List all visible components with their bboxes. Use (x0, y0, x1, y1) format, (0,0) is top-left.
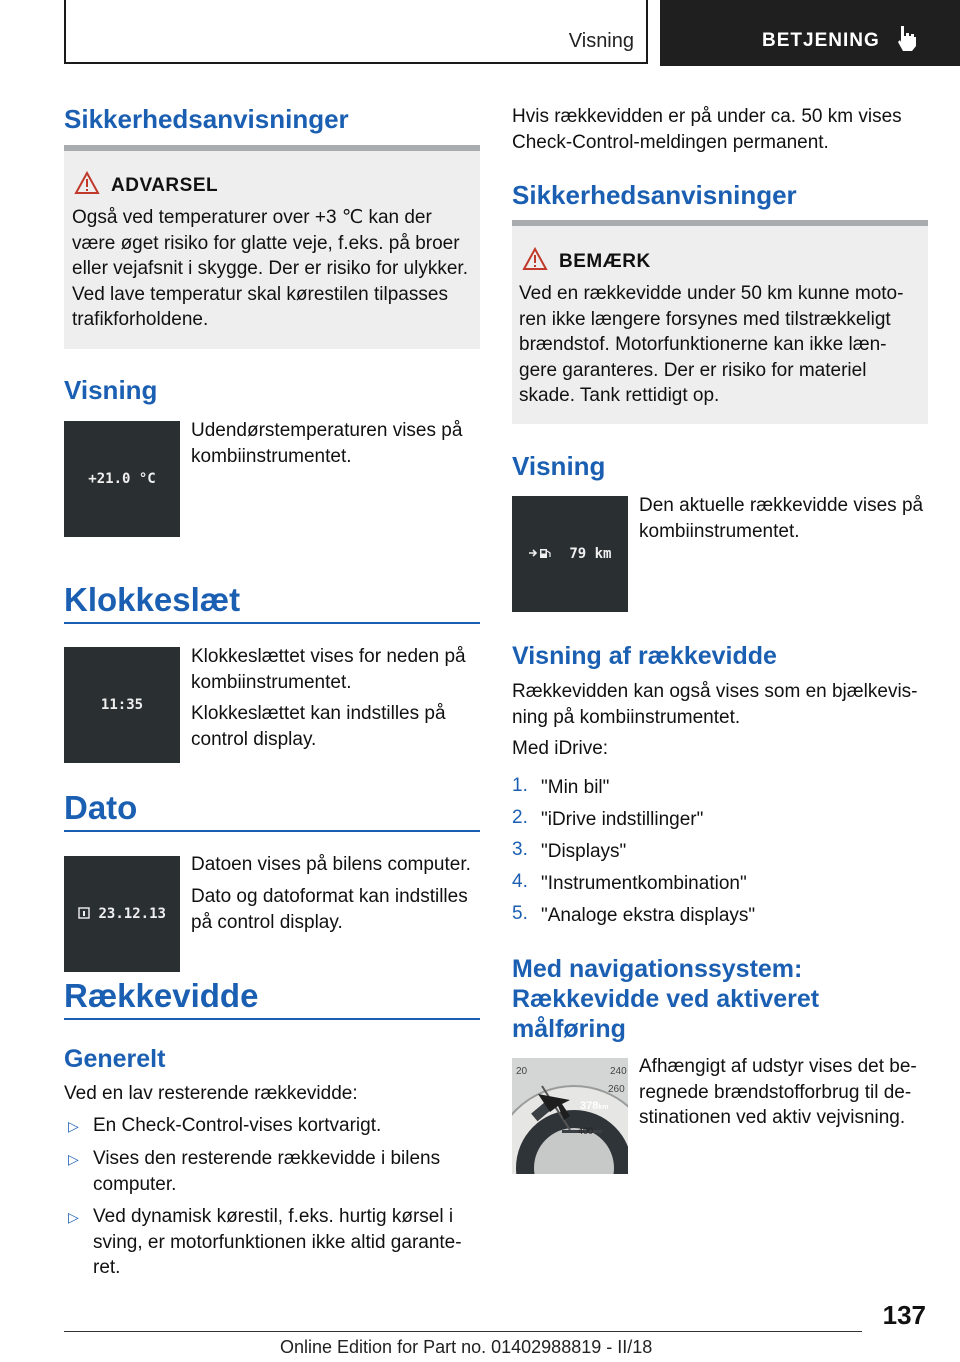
date-heading: Dato (64, 789, 138, 826)
calendar-icon (78, 907, 90, 919)
header-frame (64, 0, 648, 64)
bullet-triangle-icon: ▷ (68, 1118, 79, 1134)
range-display-image: 79 km (512, 496, 628, 612)
clock-display-image: 11:35 (64, 647, 180, 763)
list-item: Vises den resterende rækkevidde i bilens computer. (93, 1148, 441, 1195)
bullet-triangle-icon: ▷ (68, 1151, 79, 1167)
clock-text-2: Klokkeslættet kan indstilles på control display. (191, 703, 446, 750)
step-label: "iDrive indstillinger" (541, 809, 704, 830)
warning-text: Også ved temperaturer over +3 ℃ kan der være øget risiko for glatte veje, f.eks. på broer eller vejafsnit i skygge. Der er risiko for ulykker. Ved lave temperatur skal kørestilen tilpasses trafikforholdene. (72, 207, 468, 330)
bar-display-text: Rækkevidden kan også vises som en bjælkevis- ning på kombiinstrumentet. (512, 681, 918, 728)
step-number: 3. (512, 839, 528, 860)
list-item: En Check-Control-vises kortvarigt. (93, 1115, 382, 1136)
range-heading: Rækkevidde (64, 977, 259, 1014)
warning-title: ADVARSEL (111, 175, 219, 196)
warning-triangle-icon (74, 171, 100, 195)
footer-rule (64, 1331, 862, 1332)
range-rule (64, 1018, 480, 1020)
clock-heading: Klokkeslæt (64, 581, 241, 618)
temperature-text: Udendørstemperaturen vises på kombiinstrumentet. (191, 420, 463, 467)
steps-list (512, 775, 928, 935)
warning-box (64, 151, 480, 349)
pointing-hand-icon (894, 24, 920, 52)
general-heading: Generelt (64, 1045, 166, 1073)
warning-triangle-icon (522, 247, 548, 271)
nav-heading: Med navigationssystem: Rækkevidde ved aktiveret målføring (512, 955, 820, 1043)
step-label: "Analoge ekstra displays" (541, 905, 756, 926)
range-intro-text: Hvis rækkevidden er på under ca. 50 km vises Check-Control-meldingen permanent. (512, 106, 902, 153)
visning-heading-right: Visning (512, 451, 606, 481)
chapter-tab-label: BETJENING (762, 30, 880, 51)
visning-heading-left: Visning (64, 375, 158, 405)
clock-rule (64, 622, 480, 624)
idrive-label: Med iDrive: (512, 738, 609, 759)
step-label: "Instrumentkombination" (541, 873, 747, 894)
temperature-display-image: +21.0 °C (64, 421, 180, 537)
fuel-range-icon (528, 547, 552, 559)
date-text-2: Dato og datoformat kan indstilles på control display. (191, 886, 468, 933)
notice-text: Ved en rækkevidde under 50 km kunne moto- ren ikke længere forsynes med tilstrækkeligt brændstof. Motorfunktionerne kan ikke læn- gere garanteres. Der er risiko for materiel skade. Tank rettidigt op. (519, 283, 904, 406)
date-text-1: Datoen vises på bilens computer. (191, 854, 471, 875)
clock-text-1: Klokkeslættet vises for neden på kombiinstrumentet. (191, 646, 466, 693)
bullet-triangle-icon: ▷ (68, 1209, 79, 1225)
step-number: 2. (512, 807, 528, 828)
nav-text: Afhængigt af udstyr vises det be- regnede brændstofforbrug til de- stinationen ved aktiv vejvisning. (639, 1056, 917, 1128)
range-display-text: Den aktuelle rækkevidde vises på kombiinstrumentet. (639, 495, 924, 542)
bar-display-heading: Visning af rækkevidde (512, 642, 777, 670)
step-number: 5. (512, 903, 528, 924)
chapter-tab[interactable] (660, 0, 960, 66)
header-section-title: Visning (568, 30, 634, 52)
step-number: 1. (512, 775, 528, 796)
notice-box (512, 226, 928, 424)
step-label: "Min bil" (541, 777, 610, 798)
date-display-image: 23.12.13 (64, 856, 180, 972)
footer-edition: Online Edition for Part no. 01402988819 - II/18 (280, 1337, 653, 1357)
fuel-gauge-image: 20 240 260 378km 400 (512, 1058, 628, 1174)
notice-title: BEMÆRK (559, 251, 651, 272)
page-number: 137 (882, 1300, 926, 1330)
step-number: 4. (512, 871, 528, 892)
list-item: Ved dynamisk kørestil, f.eks. hurtig kørsel i sving, er motorfunktionen ikke altid garante- ret. (93, 1206, 462, 1278)
step-label: "Displays" (541, 841, 627, 862)
gauge-km-readout: 378km (580, 1100, 609, 1112)
safety-heading-left: Sikkerhedsanvisninger (64, 104, 349, 134)
general-intro: Ved en lav resterende rækkevidde: (64, 1083, 358, 1104)
safety-heading-right: Sikkerhedsanvisninger (512, 180, 797, 210)
date-rule (64, 830, 480, 832)
